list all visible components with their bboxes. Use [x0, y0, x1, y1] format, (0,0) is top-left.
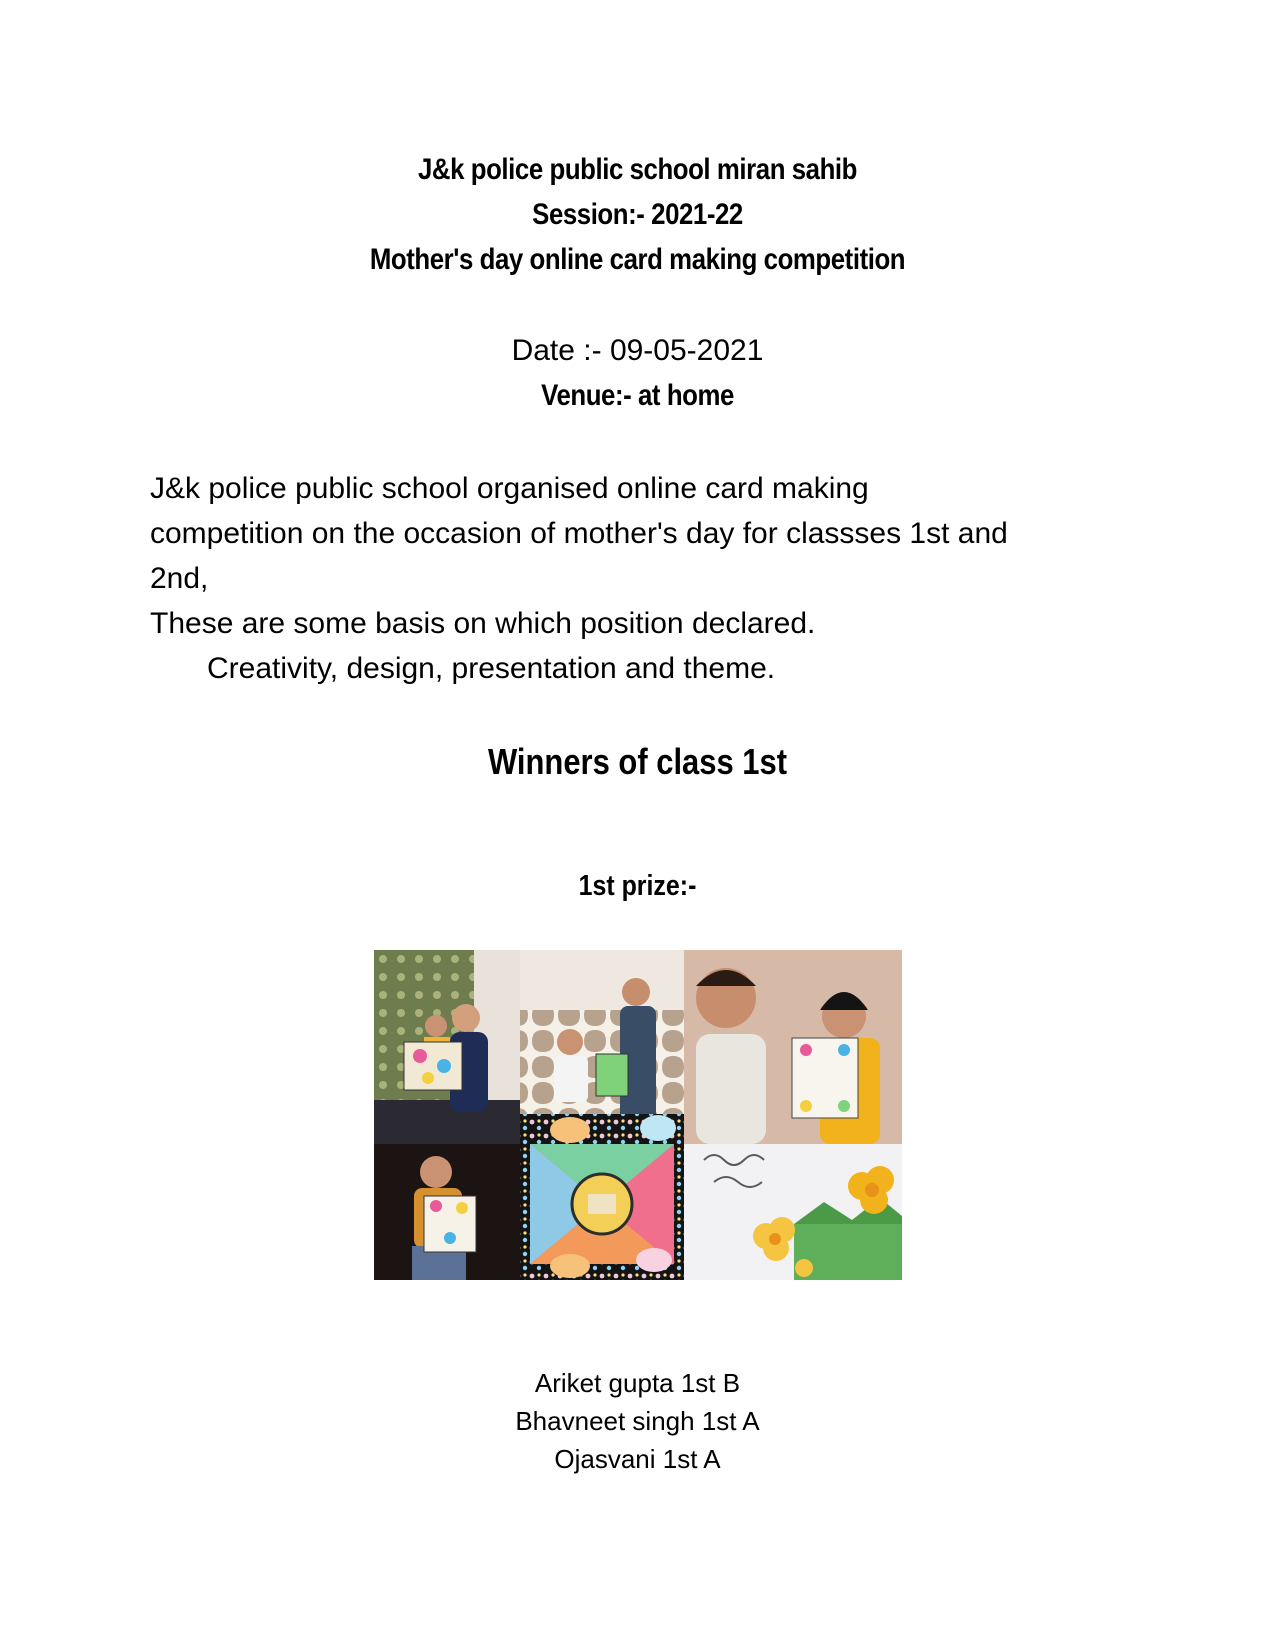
description: [150, 466, 1150, 691]
winners-heading: Winners of class 1st: [487, 741, 788, 782]
photo-mother-son-1: [374, 950, 520, 1144]
school-name: J&k police public school miran sahib: [417, 153, 858, 186]
photo-mother-son-2: [684, 950, 902, 1144]
description-line-5: Creativity, design, presentation and theme.: [207, 652, 776, 685]
winner-1: Ariket gupta 1st B: [534, 1368, 741, 1398]
prize-heading: 1st prize:-: [578, 870, 697, 902]
description-line-1: J&k police public school organised online card making: [150, 472, 869, 505]
winner-2: Bhavneet singh 1st A: [515, 1406, 760, 1436]
description-line-3: 2nd,: [150, 562, 209, 595]
photo-boy-with-card: [374, 1144, 520, 1280]
winners-photo-collage: [374, 950, 902, 1280]
photo-mother-daughter: [520, 950, 684, 1144]
photo-flower-card: [684, 1144, 902, 1280]
description-line-4: These are some basis on which position declared.: [150, 607, 816, 640]
description-line-2: competition on the occasion of mother's day for classses 1st and: [150, 517, 1008, 550]
session-line: Session:- 2021-22: [532, 198, 743, 231]
date-line: Date :- 09-05-2021: [511, 334, 764, 367]
winners-list: [0, 1364, 1275, 1478]
venue-line: Venue:- at home: [541, 379, 734, 412]
event-title: Mother's day online card making competition: [369, 243, 906, 276]
winner-3: Ojasvani 1st A: [554, 1444, 721, 1474]
photo-handmade-card: [520, 1144, 684, 1280]
